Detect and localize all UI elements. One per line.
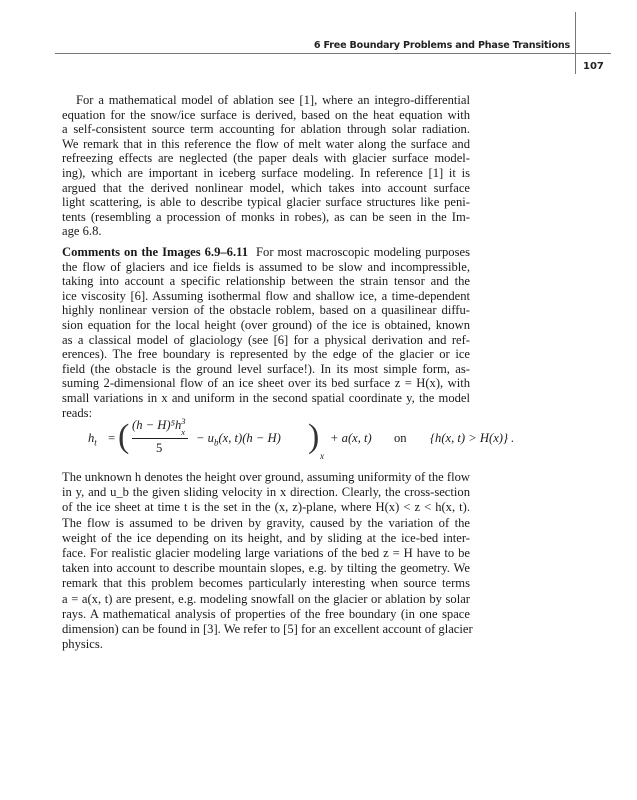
paragraph-line: weight of the ice depending on its height, and by sliding at the ice-bed inter-	[62, 530, 470, 545]
paragraph-line: age 6.8.	[62, 224, 102, 239]
paragraph-line: The flow is assumed to be driven by gravity, caused by the variation of the	[62, 515, 470, 530]
eq-on: on	[394, 431, 407, 445]
eq-left-paren: (	[118, 418, 130, 455]
paragraph-line: rays. A mathematical analysis of properties of the free boundary (in one space	[62, 606, 470, 621]
paragraph-line	[62, 245, 470, 260]
paragraph-line: For a mathematical model of ablation see [1], where an integro-differential	[76, 93, 470, 107]
paragraph-line: a = a(x, t) are present, e.g. modeling snowfall on the glacier or ablation by solar	[62, 591, 470, 606]
eq-sliding-term: − $u_b(x$, t)(h − H)	[196, 431, 281, 448]
paragraph-line: as a classical model of glaciology (see [6] for a physical derivation and ref-	[62, 332, 470, 347]
paragraph-line: remark that this problem becomes particularly interesting when source terms	[62, 576, 470, 591]
paragraph-line: highly nonlinear version of the obstacle roblem, based on a quasilinear diffu-	[62, 303, 470, 318]
running-header: 6 Free Boundary Problems and Phase Transitions	[313, 40, 570, 51]
paragraph-line: ing), which are important in iceberg surface modeling. In reference [1] it is	[62, 165, 470, 180]
page-number: 107	[583, 61, 604, 72]
paragraph-line: The unknown h denotes the height over ground, assuming uniformity of the flow	[62, 470, 470, 484]
paragraph-line: light scattering, is able to describe typical glacier surface structures like peni-	[62, 195, 470, 210]
paragraph-ablation	[62, 93, 470, 239]
paragraph-line: sion equation for the local height (over ground) of the ice is obtained, known	[62, 317, 470, 332]
paragraph-line: field (the obstacle is the ground level surface!). In its most simple form, as-	[62, 361, 470, 376]
header-rule	[55, 53, 611, 54]
eq-source-term: + a(x, t)	[330, 431, 372, 445]
eq-numerator: (h − H)⁵h 3 x	[132, 416, 186, 437]
eq-denominator: 5	[156, 441, 163, 455]
paragraph-line: refreezing effects are neglected (the paper deals with glacier surface model-	[62, 151, 470, 166]
paragraph-line: a self-consistent source term accounting for ablation through solar radiation.	[62, 122, 470, 137]
paragraph-line: We remark that in this reference the flow of melt water along the surface and	[62, 136, 470, 151]
paragraph-line: tents (resembling a procession of monks in robes), as can be seen in the Im-	[62, 209, 470, 224]
paragraph-line: taking into account a specific relationship between the strain tensor and the	[62, 274, 470, 289]
glacier-flow-equation	[88, 416, 515, 466]
paragraph-line: in y, and u_b the given sliding velocity in x direction. Clearly, the cross-section	[62, 485, 470, 500]
eq-right-paren: )	[308, 418, 320, 455]
eq-fraction-bar	[132, 438, 188, 439]
paragraph-line: of the ice sheet at time t is the set in the (x, z)-plane, where H(x) < z < h(x, t).	[62, 500, 470, 515]
paragraph-line: physics.	[62, 637, 103, 652]
paragraph-line: taken into account to describe mountain slopes, e.g. by tilting the geometry. We	[62, 561, 470, 576]
paragraph-comments-images	[62, 245, 470, 420]
paragraph-line: face. For realistic glacier modeling large variations of the bed z = H have to be	[62, 545, 470, 560]
eq-equals: =	[108, 431, 116, 445]
paragraph-line: the flow of glaciers and ice fields is assumed to be slow and incompressible,	[62, 259, 470, 274]
heading-line-text: For most macroscopic modeling purposes	[256, 245, 470, 259]
eq-lhs: $h_t$	[88, 431, 97, 448]
paragraph-unknown-h	[62, 470, 473, 652]
eq-outer-subscript: x	[320, 451, 324, 461]
paragraph-line: reads:	[62, 405, 93, 420]
eq-domain: {h(x, t) > H(x)} .	[430, 431, 515, 445]
paragraph-line: suming 2-dimensional flow of an ice sheet over its bed surface z = H(x), with	[62, 376, 470, 391]
section-run-in-heading: Comments on the Images 6.9–6.11	[62, 245, 249, 259]
paragraph-line: small variations in x and uniform in the second spatial coordinate y, the model	[62, 390, 470, 405]
paragraph-line: argued that the derived nonlinear model, which takes into account surface	[62, 180, 470, 195]
paragraph-line: dimension) can be found in [3]. We refer to [5] for an excellent account of glacier	[62, 621, 473, 636]
paragraph-line: ice viscosity [6]. Assuming isothermal flow and shallow ice, a time-dependent	[62, 288, 470, 303]
margin-vertical-rule	[575, 12, 576, 74]
paragraph-line: equation for the snow/ice surface is derived, based on the heat equation with	[62, 107, 470, 122]
paragraph-line: erences). The free boundary is represented by the edge of the glacier or ice	[62, 347, 470, 362]
